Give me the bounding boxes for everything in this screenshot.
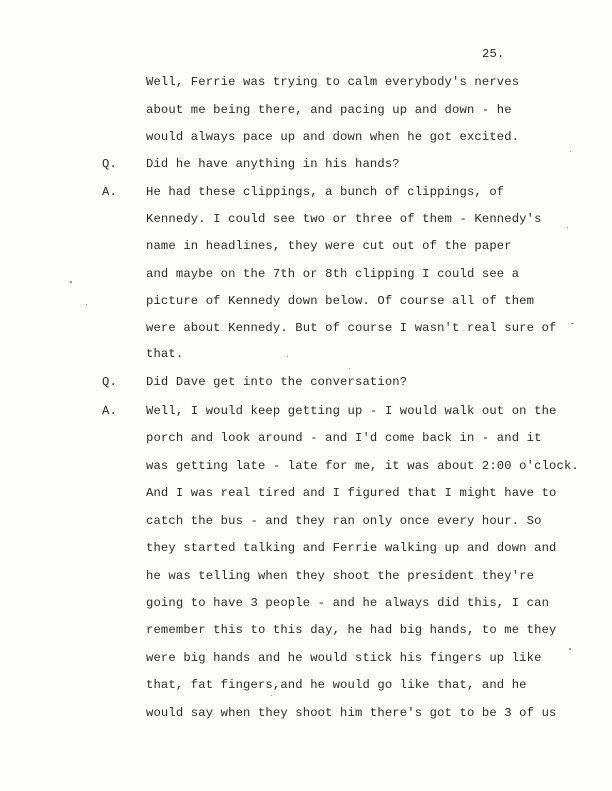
scan-speck (570, 151, 571, 152)
transcript-line: And I was real tired and I figured that I might have to (146, 486, 557, 500)
transcript-line: were about Kennedy. But of course I wasn't real sure of (146, 321, 557, 335)
question-marker: Q. (102, 375, 117, 389)
transcript-line: would say when they shoot him there's got to be 3 of us (146, 706, 557, 720)
transcript-line: he was telling when they shoot the president they're (146, 569, 535, 583)
answer-marker: A. (102, 185, 117, 199)
transcript-line: were big hands and he would stick his fingers up like (146, 651, 542, 665)
scan-speck (567, 227, 568, 228)
transcript-line: that, fat fingers,and he would go like that, and he (146, 678, 527, 692)
transcript-line: about me being there, and pacing up and down - he (146, 103, 512, 117)
scan-speck (70, 281, 72, 283)
question-line: Did he have anything in his hands? (146, 157, 400, 171)
answer-line: Well, I would keep getting up - I would walk out on the (146, 404, 557, 418)
transcript-line: they started talking and Ferrie walking up and down and (146, 541, 557, 555)
transcript-line: that. (146, 347, 184, 361)
transcript-line: porch and look around - and I'd come back in - and it (146, 431, 542, 445)
transcript-line: and maybe on the 7th or 8th clipping I could see a (146, 267, 520, 281)
scan-speck (287, 356, 288, 357)
question-line: Did Dave get into the conversation? (146, 375, 408, 389)
transcript-line: picture of Kennedy down below. Of course all of them (146, 294, 535, 308)
transcript-line: going to have 3 people - and he always did this, I can (146, 596, 550, 610)
scan-speck (571, 323, 574, 324)
transcript-line: was getting late - late for me, it was about 2:00 o'clock. (146, 459, 579, 473)
transcript-line: catch the bus - and they ran only once every hour. So (146, 514, 542, 528)
transcript-line: name in headlines, they were cut out of the paper (146, 239, 512, 253)
transcript-line: Well, Ferrie was trying to calm everybody's nerves (146, 75, 520, 89)
transcript-line: Kennedy. I could see two or three of them - Kennedy's (146, 212, 542, 226)
scan-speck (349, 368, 350, 369)
transcript-line: remember this to this day, he had big hands, to me they (146, 623, 557, 637)
answer-line: He had these clippings, a bunch of clippings, of (146, 185, 505, 199)
question-marker: Q. (102, 157, 117, 171)
transcript-line: would always pace up and down when he got excited. (146, 130, 520, 144)
page-number: 25. (482, 47, 505, 61)
scan-speck (86, 304, 87, 305)
answer-marker: A. (102, 404, 117, 418)
scan-speck (569, 648, 571, 650)
scan-speck (271, 695, 272, 696)
